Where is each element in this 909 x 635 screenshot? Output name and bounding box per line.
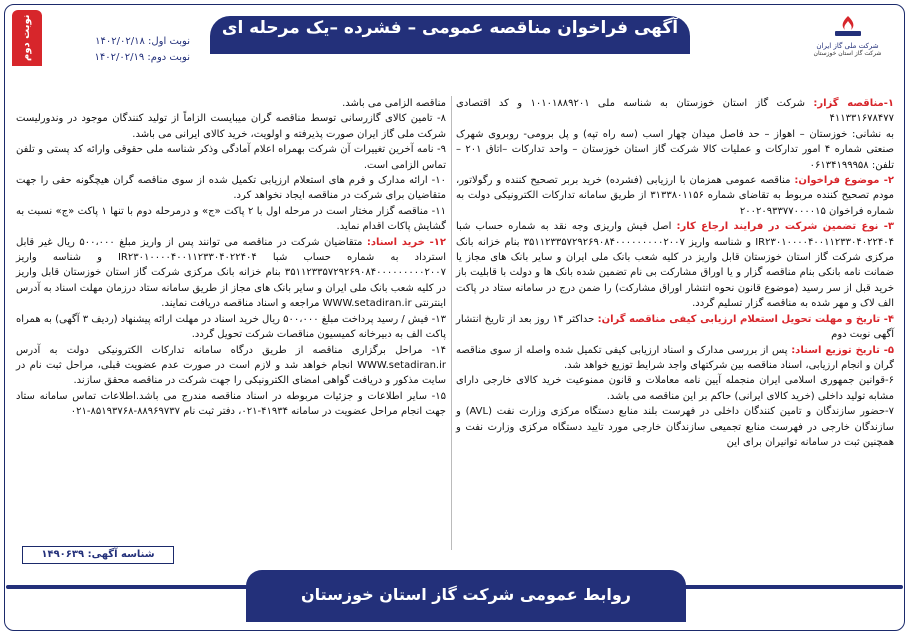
column-divider <box>451 96 452 550</box>
gas-flame-icon <box>831 14 865 38</box>
clause <box>456 312 894 343</box>
clause-heading: ۵- تاریخ توزیع اسناد: <box>791 344 894 356</box>
clause-text: به نشانی: خوزستان – اهواز – حد فاصل میدان چهار اسب (سه راه تپه) و پل برومی- روبروی شهرک صنعتی شماره ۴ امور تدارکات و عملیات کالا شرکت گاز استان خوزستان – واحد تدارکات –اتاق ۲۰۱ – تلفن: ۰۶۱۳۴۱۹۹۹۵۸ <box>456 128 895 171</box>
first-publication-date: نوبت اول: ۱۴۰۲/۰۲/۱۸ <box>95 36 190 47</box>
clause <box>456 404 894 450</box>
footer <box>246 570 686 622</box>
clause-text: شرکت گاز استان خوزستان به شناسه ملی ۱۰۱۰۱۸۸۹۲۰۱ و کد اقتصادی ۴۱۱۳۳۱۶۷۸۴۷۷ <box>456 98 894 125</box>
second-publication-date: نوبت دوم: ۱۴۰۲/۰۲/۱۹ <box>94 52 190 63</box>
clause <box>456 373 894 404</box>
clause-text: ۸- تامین کالای گازرسانی توسط مناقصه گران میبایست الزاماً از تولید کنندگان موجود در وندورلیست شرکت ملی گاز ایران صورت پذیرفته و اولویت، خرید کالای ایرانی می باشد. <box>16 113 446 140</box>
clause-text: مناقصه عمومی همزمان با ارزیابی (فشرده) خرید بربر تصحیح کننده و رگولاتور، مودم تصحیح کننده مربوط به تقاضای شماره ۳۱۳۳۸۰۱۱۵۶ از طریق سامانه تدارکات الکترونیکی دولت به شماره فراخوان ۲۰۰۲۰۹۳۳۷۷۰۰۰۰۱۵ <box>456 175 894 217</box>
publication-badge: نوبت دوم <box>12 10 42 66</box>
clause <box>16 96 446 111</box>
header <box>150 6 760 58</box>
left-column <box>16 96 446 420</box>
clause <box>16 389 446 420</box>
clause-heading: ۱۲- خرید اسناد: <box>366 236 446 248</box>
clause-text: مناقصه الزامی می باشد. <box>342 98 446 109</box>
logo-caption-2: شرکت گاز استان خوزستان <box>813 50 882 57</box>
clause-text: حداکثر ۱۴ روز بعد از تاریخ انتشار آگهی نوبت دوم <box>456 313 894 341</box>
ad-id: شناسه آگهی: ۱۴۹۰۶۳۹ <box>22 546 174 564</box>
clause <box>456 127 894 173</box>
clause <box>16 343 446 389</box>
publication-dates <box>50 36 190 68</box>
clause-text: ۱۰- ارائه مدارک و فرم های استعلام ارزیابی تکمیل شده از سوی مناقصه گران هیچگونه حقی را جهت متقاضیان برای شرکت در مناقصه ایجاد نخواهد کرد. <box>16 175 446 202</box>
clause-text: پس از بررسی مدارک و اسناد ارزیابی کیفی تکمیل شده واصله از سوی مناقصه گران و انجام ارزیابی، اسناد مناقصه بین شرکتهای واجد شرایط توزیع خواهد شد. <box>456 344 894 371</box>
clause <box>16 204 446 235</box>
clause-heading: ۲- موضوع فراخوان: <box>794 175 894 187</box>
clause-text: ۱۱- مناقصه گزار مختار است در مرحله اول با ۲ پاکت «ج» و درمرحله دوم با تنها ۱ پاکت «ج» نسبت به گشایش پاکات اقدام نماید. <box>16 205 446 233</box>
page-title: آگهی فراخوان مناقصه عمومی – فشرده –یک مرحله ای <box>221 18 679 38</box>
clause-text: ۹- نامه آخرین تغییرات آن شرکت بهمراه اعلام آمادگی وذکر شناسه ملی حقوقی وارائه کد پستی و تلفن تماس الزامی است. <box>16 144 446 171</box>
clause-heading: ۱-مناقصه گزار: <box>813 98 895 109</box>
clause <box>456 173 894 219</box>
clause <box>16 142 446 173</box>
clause <box>456 343 894 374</box>
footer-text: روابط عمومی شرکت گاز استان خوزستان <box>301 585 631 604</box>
clause-text: متقاضیان شرکت در مناقصه می توانند پس از واریز مبلغ ۵۰۰،۰۰۰ ریال غیر قابل استرداد به شماره حساب شبا IR۲۳۰۱۰۰۰۰۴۰۰۱۱۲۳۳۰۴۰۲۲۴۰۴ و شناسه واریز ۳۵۱۱۲۳۳۵۷۲۹۲۶۹۰۸۴۰۰۰۰۰۰۰۰۰۲۰۰۷ بنام خزانه بانک مرکزی شرکت گاز استان خوزستان قابل واریز در کلیه شعب بانک ملی ایران و سایر بانک های مجاز از طریق سامانه ستاد درزمان مهلت اسناد به آدرس اینترنتی WWW.setadiran.ir مراجعه و اسناد مناقصه دریافت نمایند. <box>16 236 446 310</box>
clause <box>16 312 446 343</box>
clause-text: ۶-قوانین جمهوری اسلامی ایران منجمله آیین نامه معاملات و قانون ممنوعیت خرید کالای خارجی دارای مشابه تولید داخلی (خرید کالای ایرانی) حاکم بر این مناقصه می باشد. <box>456 375 894 402</box>
clause-text: ۱۴- مراحل برگزاری مناقصه از طریق درگاه سامانه تدارکات الکترونیکی دولت به آدرس WWW.setadiran.ir انجام خواهد شد و لازم است در صورت عدم عضویت قبلی، مراحل ثبت نام در سایت مذکور و دریافت گواهی امضای الکترونیکی را جهت شرکت در مناقصه محقق سازند. <box>16 344 446 387</box>
clause-text: اصل فیش واریزی وجه نقد به شماره حساب شبا IR۲۳۰۱۰۰۰۰۴۰۰۱۱۲۳۳۰۴۰۲۲۴۰۴ و شناسه واریز ۳۵۱۱۲۳۳۵۷۲۹۲۶۹۰۸۴۰۰۰۰۰۰۰۰۰۲۰۰۷ بنام خزانه بانک مرکزی شرکت گاز استان خوزستان قابل واریز در کلیه شعب بانک ملی ایران و سایر بانک های مجاز یا ضمانت نامه بانکی بنام مناقصه گزار و یا اوراق مشارکت بی نام تضمین شده بانک ها و دولت با قابلیت باز خرید قبل از سر رسید (موضوع قانون نحوه انتشار اوراق مشارکت) را ضمن درج در سامانه ستاد در پاکت الف لاک و مهر شده به مناقصه گزار تسلیم گردد. <box>456 221 894 310</box>
clause-text: ۱۳- فیش / رسید پرداخت مبلغ ۵۰۰،۰۰۰ ریال خرید اسناد در مهلت ارائه پیشنهاد (ردیف ۳ آگهی) به همراه پاکت الف به دبیرخانه کمیسیون مناقصات شرکت تحویل گردد. <box>16 313 447 341</box>
right-column <box>456 96 894 450</box>
clause <box>16 235 446 312</box>
clause <box>16 173 446 204</box>
logo-caption-1: شرکت ملی گاز ایران <box>816 42 879 50</box>
clause-text: ۱۵- سایر اطلاعات و جزئیات مربوطه در اسناد مناقصه مندرج می باشد.اطلاعات تماس سامانه ستاد جهت انجام مراحل عضویت در سامانه ۴۱۹۳۴-۰۲۱، دفتر ثبت نام ۸۸۹۶۹۷۳۷-۸۵۱۹۳۷۶۸-۰۲۱ <box>16 390 446 418</box>
clause <box>16 111 446 142</box>
company-logo <box>800 14 895 64</box>
clause-text: ۷-حضور سازندگان و تامین کنندگان داخلی در فهرست بلند منابع دستگاه مرکزی وزارت نفت (AVL) و سازندگان خارجی در فهرست منابع تجمیعی سازندگان خارجی مورد تایید دستگاه مرکزی وزارت نفت و همچنین ثبت در سامانه توانیران برای این <box>456 406 894 448</box>
clause <box>456 219 894 311</box>
clause-heading: ۴- تاریخ و مهلت تحویل استعلام ارزیابی کیفی مناقصه گران: <box>597 313 894 325</box>
clause-heading: ۳- نوع تضمین شرکت در فرایند ارجاع کار: <box>676 221 895 233</box>
clause <box>456 96 894 127</box>
